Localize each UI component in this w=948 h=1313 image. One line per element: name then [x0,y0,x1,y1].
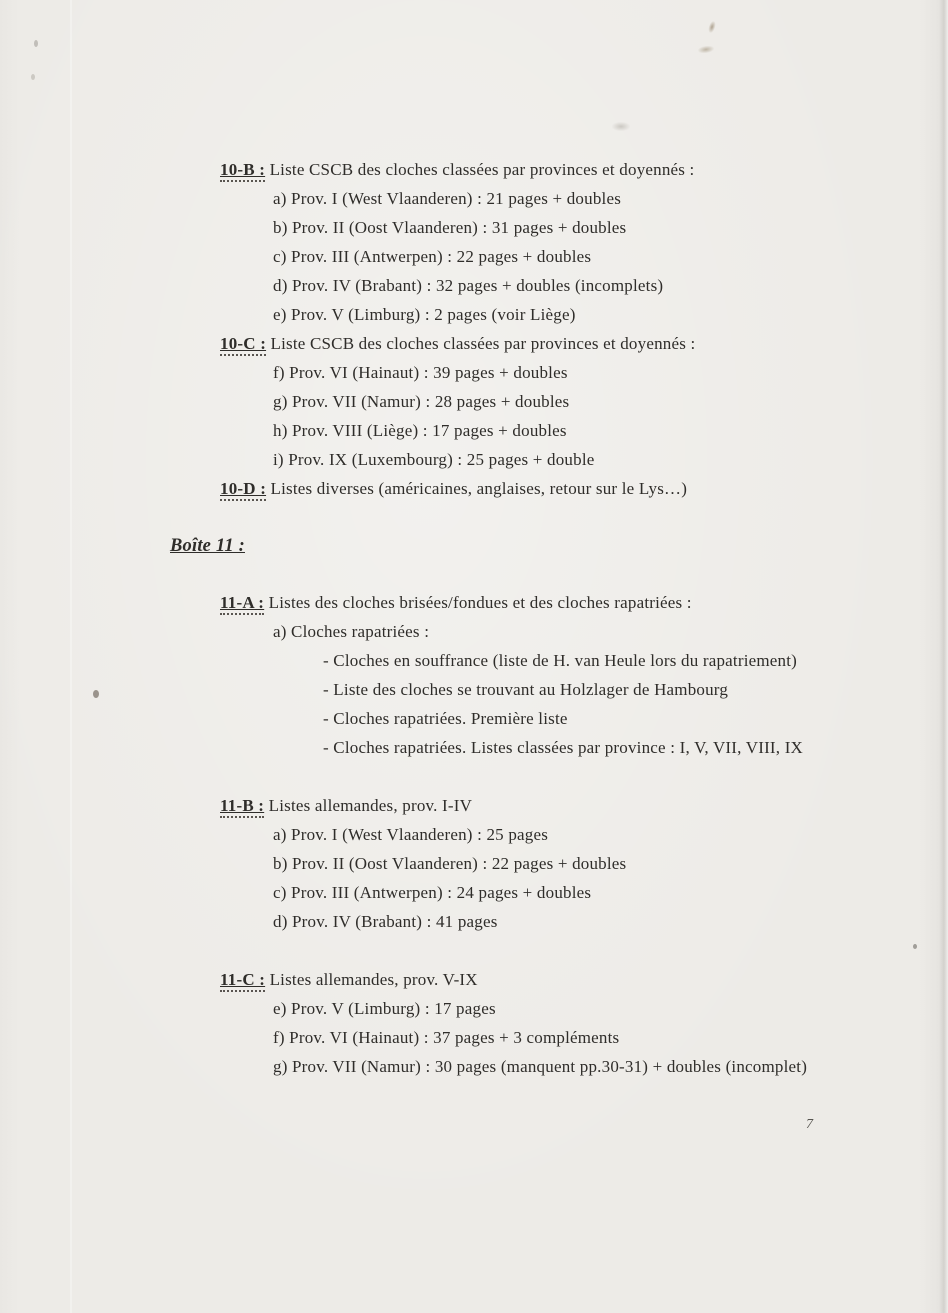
list-subitem [0,675,948,704]
list-item [0,416,948,445]
item-text: c) Prov. III (Antwerpen) : 22 pages + doubles [273,247,592,266]
entry-11-C [0,965,948,994]
entry-text: Listes des cloches brisées/fondues et des cloches rapatriées : [268,593,692,612]
entry-text: Liste CSCB des cloches classées par provinces et doyennés : [270,334,696,353]
entry-10-B [0,155,948,184]
list-item [0,994,948,1023]
list-item [0,271,948,300]
list-subitem [0,646,948,675]
list-item [0,878,948,907]
entry-text: Listes allemandes, prov. V-IX [269,970,478,989]
subitem-text: - Cloches rapatriées. Listes classées par province : I, V, VII, VIII, IX [323,738,804,757]
list-item [0,184,948,213]
entry-11-A [0,588,948,617]
item-text: a) Prov. I (West Vlaanderen) : 21 pages + doubles [273,189,622,208]
item-text: f) Prov. VI (Hainaut) : 37 pages + 3 compléments [273,1028,620,1047]
item-text: f) Prov. VI (Hainaut) : 39 pages + doubles [273,363,568,382]
list-item [0,907,948,936]
list-item [0,387,948,416]
item-text: b) Prov. II (Oost Vlaanderen) : 31 pages + doubles [273,218,627,237]
item-text: i) Prov. IX (Luxembourg) : 25 pages + double [273,450,595,469]
scan-smudge [707,20,716,33]
item-text: e) Prov. V (Limburg) : 17 pages [273,999,496,1018]
scan-smudge [612,122,630,131]
scan-speck [31,74,35,80]
list-item [0,300,948,329]
scan-smudge [698,45,715,54]
subitem-text: - Cloches rapatriées. Première liste [323,709,568,728]
box-heading-text: Boîte 11 : [170,536,245,556]
list-subitem [0,733,948,762]
subitem-text: - Cloches en souffrance (liste de H. van Heule lors du rapatriement) [323,651,798,670]
entry-label: 11-B : [220,797,264,818]
entry-10-D [0,474,948,503]
subitem-text: - Liste des cloches se trouvant au Holzlager de Hambourg [323,680,729,699]
item-text: a) Prov. I (West Vlaanderen) : 25 pages [273,825,549,844]
page-content [0,155,948,1081]
list-item [0,820,948,849]
list-item [0,242,948,271]
item-text: d) Prov. IV (Brabant) : 32 pages + doubles (incomplets) [273,276,664,295]
list-item [0,617,948,646]
entry-label: 11-C : [220,971,265,992]
entry-label: 10-C : [220,335,266,356]
list-item [0,1052,948,1081]
list-item [0,1023,948,1052]
box-heading-boite-11 [0,532,948,561]
list-item [0,445,948,474]
list-item [0,213,948,242]
item-text: c) Prov. III (Antwerpen) : 24 pages + doubles [273,883,592,902]
list-item [0,358,948,387]
page-number: 7 [806,1117,813,1132]
item-text: g) Prov. VII (Namur) : 28 pages + doubles [273,392,570,411]
item-text: h) Prov. VIII (Liège) : 17 pages + doubles [273,421,567,440]
entry-10-C [0,329,948,358]
list-item [0,849,948,878]
item-text: e) Prov. V (Limburg) : 2 pages (voir Liège) [273,305,576,324]
entry-label: 10-B : [220,161,265,182]
entry-11-B [0,791,948,820]
item-text: b) Prov. II (Oost Vlaanderen) : 22 pages + doubles [273,854,627,873]
entry-label: 11-A : [220,594,264,615]
entry-text: Listes allemandes, prov. I-IV [268,796,473,815]
entry-text: Liste CSCB des cloches classées par provinces et doyennés : [269,160,695,179]
scan-speck [34,40,38,47]
item-text: a) Cloches rapatriées : [273,622,430,641]
list-subitem [0,704,948,733]
item-text: d) Prov. IV (Brabant) : 41 pages [273,912,498,931]
entry-label: 10-D : [220,480,266,501]
entry-text: Listes diverses (américaines, anglaises, retour sur le Lys…) [270,479,688,498]
item-text: g) Prov. VII (Namur) : 30 pages (manquent pp.30-31) + doubles (incomplet) [273,1057,808,1076]
